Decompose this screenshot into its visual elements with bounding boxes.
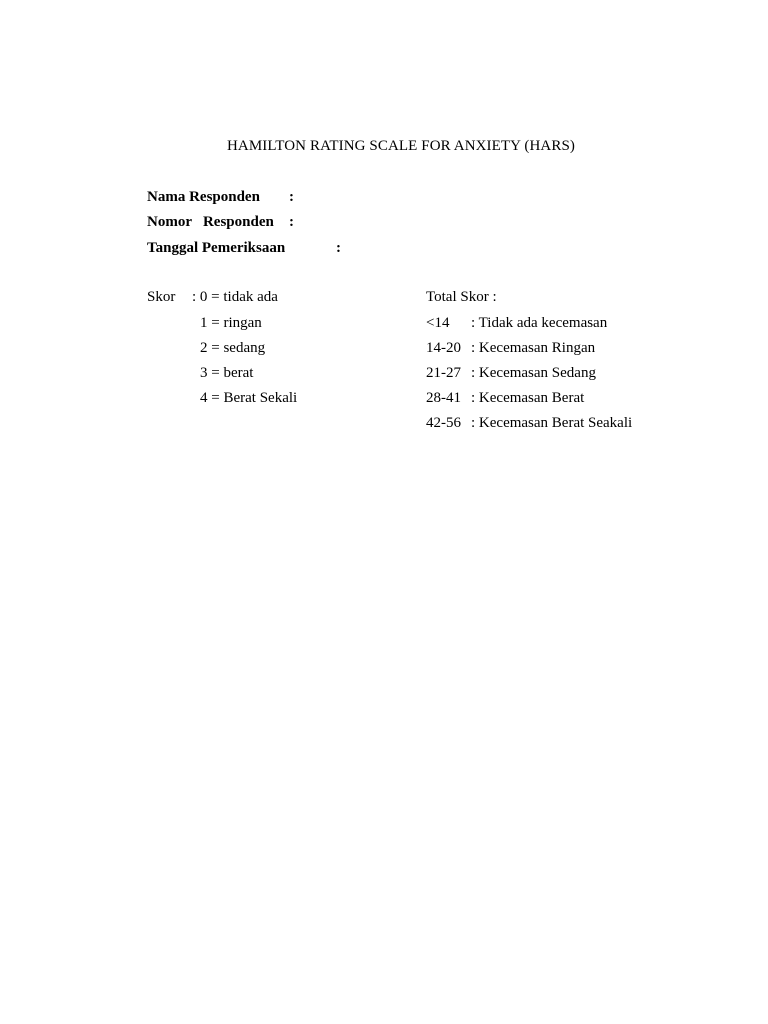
skor-item: 2 = sedang [200,340,266,356]
total-skor-range: <14 [426,315,450,331]
skor-label: Skor [147,289,176,305]
total-skor-range: 28-41 [426,390,461,406]
field-label-nama-responden: Nama Responden [147,189,260,205]
total-skor-label: Total Skor : [426,289,497,305]
total-skor-desc: : Kecemasan Sedang [471,365,596,381]
total-skor-desc: : Tidak ada kecemasan [471,315,608,331]
skor-item: 4 = Berat Sekali [200,390,298,406]
total-skor-range: 42-56 [426,415,461,431]
skor-item: : 0 = tidak ada [192,289,278,305]
field-colon-nomor-responden: : [289,214,294,230]
skor-item: 1 = ringan [200,315,262,331]
skor-item: 3 = berat [200,365,254,381]
total-skor-desc: : Kecemasan Berat [471,390,585,406]
total-skor-desc: : Kecemasan Berat Seakali [471,415,633,431]
document-title: HAMILTON RATING SCALE FOR ANXIETY (HARS) [226,138,576,154]
total-skor-desc: : Kecemasan Ringan [471,340,596,356]
field-label-nomor-responden: Nomor Responden [147,214,274,230]
field-label-tanggal-pemeriksaan: Tanggal Pemeriksaan [147,240,286,256]
total-skor-range: 21-27 [426,365,461,381]
field-colon-nama-responden: : [289,189,294,205]
field-colon-tanggal-pemeriksaan: : [336,240,341,256]
total-skor-range: 14-20 [426,340,461,356]
